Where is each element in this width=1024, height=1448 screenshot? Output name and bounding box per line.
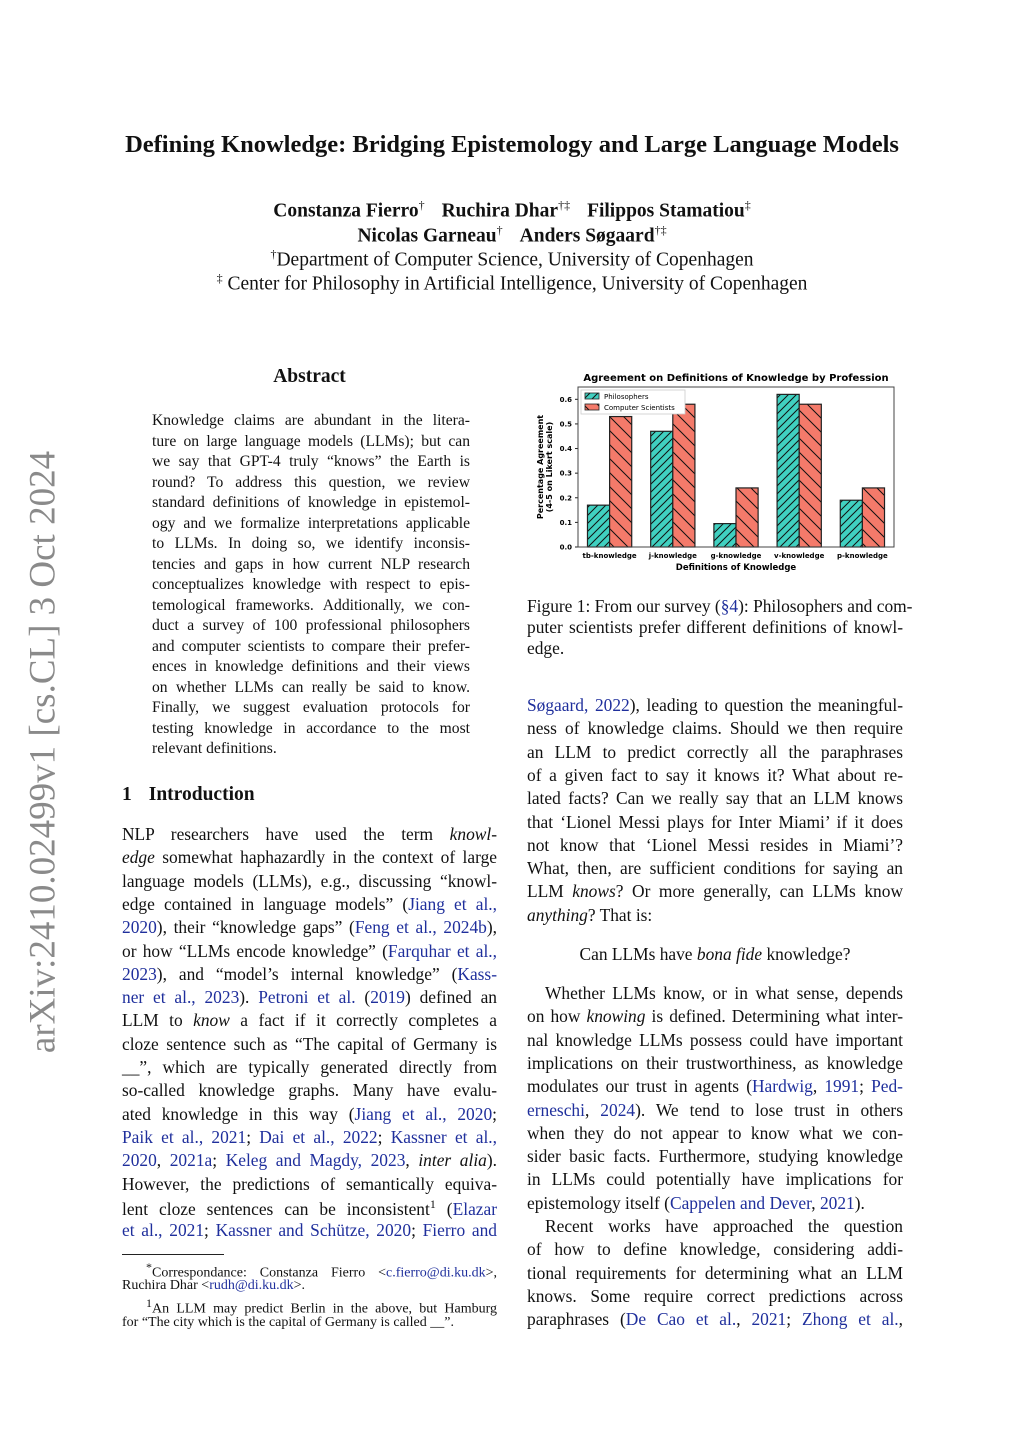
text-span: lated facts? Can we really say that an LLM knows bbox=[527, 788, 903, 809]
citation-link[interactable]: c.fierro@di.ku.dk bbox=[386, 1265, 486, 1281]
text-span: ; bbox=[246, 1126, 260, 1147]
text-line bbox=[152, 699, 470, 717]
text-span: or how “LLMs encode knowledge” ( bbox=[122, 940, 388, 961]
author-name: Nicolas Garneau bbox=[357, 225, 497, 247]
x-tick-label: v-knowledge bbox=[774, 552, 825, 560]
author-name: Ruchira Dhar bbox=[441, 200, 559, 222]
author-affiliation-mark: † bbox=[496, 223, 503, 237]
text-line bbox=[122, 1150, 497, 1171]
text-span: ( bbox=[355, 987, 371, 1008]
text-span: ) defined an bbox=[404, 987, 497, 1008]
text-span: so-called knowledge graphs. Many have evalu- bbox=[122, 1080, 497, 1101]
text-line bbox=[152, 474, 470, 492]
text-span: testing knowledge in accordance to the most bbox=[152, 719, 470, 737]
text-span: of how to define knowledge, considering addi- bbox=[527, 1239, 903, 1260]
text-span: Finally, we suggest evaluation protocols for bbox=[152, 699, 470, 716]
legend-label: Philosophers bbox=[604, 393, 649, 401]
citation-link[interactable]: Petroni et al. bbox=[258, 987, 356, 1008]
text-span: knows. Some require correct predictions across bbox=[527, 1285, 903, 1306]
citation-link[interactable]: Søgaard, 2022 bbox=[527, 695, 630, 715]
bar-computer-scientists-v-knowledge bbox=[799, 404, 821, 547]
arxiv-identifier: arXiv:2410.02499v1 [cs.CL] 3 Oct 2024 bbox=[22, 450, 64, 1054]
text-span: >. bbox=[293, 1278, 306, 1294]
text-span: ; bbox=[786, 1309, 802, 1330]
italic-text: inter alia bbox=[418, 1150, 487, 1171]
citation-link[interactable]: Zhong et al. bbox=[801, 1309, 899, 1330]
author-affiliation-mark: † bbox=[418, 198, 425, 212]
italic-text: anything bbox=[527, 904, 588, 925]
affiliation-1 bbox=[0, 247, 1024, 272]
text-line bbox=[527, 835, 903, 856]
citation-link[interactable]: Ped- bbox=[871, 1076, 903, 1097]
text-span: temological frameworks. Additionally, we con- bbox=[152, 596, 470, 614]
citation-link[interactable]: Fierro and bbox=[422, 1220, 497, 1241]
y-tick-label: 0.4 bbox=[559, 445, 572, 454]
text-line bbox=[545, 983, 903, 1004]
text-span: ( bbox=[435, 1198, 453, 1219]
affiliation-text: Department of Computer Science, University of Copenhagen bbox=[276, 249, 754, 271]
text-span: edge. bbox=[527, 638, 565, 658]
text-span: LLM to bbox=[122, 1010, 194, 1031]
figure-1-bar-chart bbox=[530, 365, 902, 575]
y-axis-label bbox=[536, 415, 554, 519]
text-span: Whether LLMs know, or in what sense, depends bbox=[545, 983, 903, 1003]
text-line bbox=[122, 1057, 497, 1078]
affiliation-2 bbox=[0, 271, 1024, 296]
text-line bbox=[527, 788, 903, 809]
text-span: , bbox=[156, 1150, 170, 1171]
text-line bbox=[152, 556, 470, 574]
text-span: ). bbox=[239, 987, 259, 1008]
citation-link[interactable]: 2021 bbox=[819, 1192, 855, 1213]
citation-link[interactable]: Kassner et al., bbox=[390, 1126, 497, 1147]
text-line bbox=[527, 1123, 903, 1144]
text-line bbox=[545, 1216, 903, 1237]
text-line bbox=[122, 1315, 497, 1331]
text-line bbox=[122, 987, 497, 1008]
text-span: __”, which are typically generated directly from bbox=[122, 1057, 497, 1077]
text-span: An LLM may predict Berlin in the above, but Hamburg bbox=[152, 1302, 497, 1318]
text-span: , bbox=[812, 1076, 825, 1097]
text-line bbox=[122, 964, 497, 985]
text-line bbox=[527, 1100, 903, 1121]
text-line bbox=[527, 1030, 903, 1051]
text-span: ): Philosophers and com- bbox=[738, 596, 913, 616]
text-line bbox=[122, 847, 497, 868]
text-line bbox=[527, 905, 903, 926]
text-line bbox=[122, 1080, 497, 1101]
footnote-mark[interactable]: 1 bbox=[429, 1196, 436, 1211]
text-span: ; bbox=[377, 1126, 391, 1147]
footnote-mark[interactable]: * bbox=[146, 1260, 152, 1274]
citation-link[interactable]: Farquhar et al., bbox=[387, 940, 497, 961]
text-line bbox=[152, 740, 470, 758]
x-tick-label: g-knowledge bbox=[710, 552, 762, 560]
text-span: ; bbox=[411, 1220, 423, 1241]
text-line bbox=[527, 617, 903, 638]
author-list-line-1 bbox=[0, 198, 1024, 223]
text-line bbox=[152, 433, 470, 451]
text-span: ; bbox=[212, 1150, 226, 1171]
x-tick-label: j-knowledge bbox=[648, 552, 697, 560]
text-span: , bbox=[584, 1099, 601, 1120]
text-line bbox=[527, 1193, 903, 1214]
author-list-line-2 bbox=[0, 223, 1024, 248]
y-tick-label: 0.0 bbox=[559, 543, 572, 552]
text-line bbox=[527, 1146, 903, 1167]
author-name: Anders Søgaard bbox=[519, 225, 655, 247]
legend-swatch bbox=[585, 404, 599, 410]
text-span: an LLM to predict correctly all the paraphrases bbox=[527, 741, 903, 762]
bar-computer-scientists-g-knowledge bbox=[736, 488, 758, 547]
footnote-mark[interactable]: 1 bbox=[146, 1296, 152, 1311]
y-axis-label-line: (4-5 on Likert scale) bbox=[545, 421, 554, 513]
text-span: not know that ‘Lionel Messi resides in Miami’? bbox=[527, 834, 903, 855]
text-span: puter scientists prefer different definitions of knowl- bbox=[527, 617, 903, 637]
text-span: , bbox=[736, 1309, 752, 1330]
italic-text: know bbox=[193, 1010, 230, 1031]
text-span: implications on their trustworthiness, as knowledge bbox=[527, 1052, 903, 1073]
text-span: tional requirements for determining what an LLM bbox=[527, 1262, 903, 1283]
text-line bbox=[122, 871, 497, 892]
author-affiliation-mark: †‡ bbox=[558, 198, 571, 212]
italic-text: knows bbox=[572, 881, 616, 902]
author-name: Constanza Fierro bbox=[273, 200, 419, 222]
text-span: ). We tend to lose trust in others bbox=[635, 1099, 903, 1120]
citation-link[interactable]: 2020 bbox=[122, 1150, 157, 1171]
text-span: on how bbox=[527, 1006, 587, 1027]
author-affiliation-mark: ‡ bbox=[744, 198, 751, 212]
citation-link[interactable]: Feng et al., 2024b bbox=[354, 917, 487, 938]
text-span: lent cloze sentences can be inconsistent bbox=[122, 1198, 430, 1219]
text-line bbox=[527, 1263, 903, 1284]
x-axis-label: Definitions of Knowledge bbox=[675, 563, 797, 573]
text-line bbox=[152, 597, 470, 615]
text-line bbox=[527, 596, 913, 617]
bar-philosophers-v-knowledge bbox=[777, 394, 799, 547]
legend-label: Computer Scientists bbox=[604, 404, 675, 412]
text-span: What, then, are sufficient conditions for saying an bbox=[527, 858, 903, 879]
text-line bbox=[527, 944, 903, 965]
y-tick-label: 0.5 bbox=[559, 420, 572, 429]
text-span: Figure 1: From our survey ( bbox=[527, 596, 721, 616]
text-span: Correspondance: Constanza Fierro < bbox=[152, 1265, 386, 1281]
citation-link[interactable]: Elazar bbox=[452, 1198, 498, 1219]
citation-link[interactable]: Jiang et al., 2020 bbox=[354, 1103, 493, 1124]
paper-title: Defining Knowledge: Bridging Epistemology and Large Language Models bbox=[125, 131, 899, 158]
text-span: and computer scientists to compare their prefer- bbox=[152, 637, 470, 655]
text-line bbox=[152, 515, 470, 533]
text-span: to LLMs. In doing so, we identify inconsis- bbox=[152, 535, 470, 552]
affiliation-mark: † bbox=[270, 247, 277, 261]
citation-link[interactable]: ner et al., 2023 bbox=[122, 987, 240, 1008]
italic-text: knowing bbox=[586, 1006, 646, 1027]
text-span: somewhat haphazardly in the context of large bbox=[154, 847, 497, 868]
section-number: 1 bbox=[122, 784, 132, 805]
text-span: ? That is: bbox=[587, 904, 653, 925]
text-span: Can LLMs have bbox=[579, 944, 697, 964]
text-line bbox=[122, 1104, 497, 1125]
text-span: that ‘Lionel Messi plays for Inter Miami’ if it does bbox=[527, 811, 903, 832]
text-line bbox=[122, 1174, 497, 1195]
citation-link[interactable]: Keleg and Magdy, 2023 bbox=[225, 1150, 406, 1171]
citation-link[interactable]: Paik et al., 2021 bbox=[122, 1126, 247, 1147]
text-span: for “The city which is the capital of Germany is called __”. bbox=[122, 1314, 454, 1330]
text-line bbox=[152, 658, 470, 676]
text-line bbox=[527, 812, 903, 833]
affiliation-text: Center for Philosophy in Artificial Intelligence, University of Copenhagen bbox=[222, 273, 808, 295]
text-span: ated knowledge in this way ( bbox=[122, 1103, 355, 1124]
citation-link[interactable]: et al., 2021 bbox=[122, 1220, 205, 1241]
y-tick-label: 0.2 bbox=[559, 494, 572, 503]
text-line bbox=[152, 638, 470, 656]
italic-text: knowl- bbox=[449, 824, 497, 844]
text-line bbox=[122, 894, 497, 915]
text-span: relevant definitions. bbox=[152, 740, 277, 757]
text-span: when they do not appear to know what we con- bbox=[527, 1122, 903, 1143]
text-span: nal knowledge LLMs possess could have important bbox=[527, 1029, 903, 1050]
text-line bbox=[527, 638, 903, 659]
citation-link[interactable]: Jiang et al., bbox=[408, 893, 497, 914]
text-span: ), their “knowledge gaps” ( bbox=[156, 917, 355, 938]
y-tick-label: 0.3 bbox=[559, 469, 572, 478]
text-line bbox=[527, 695, 903, 716]
text-line bbox=[527, 765, 903, 786]
text-line bbox=[122, 941, 497, 962]
text-span: , bbox=[898, 1309, 903, 1330]
text-line bbox=[527, 718, 903, 739]
citation-link[interactable]: rudh@di.ku.dk bbox=[209, 1278, 294, 1294]
text-line bbox=[152, 617, 470, 635]
text-line bbox=[122, 917, 497, 938]
text-line bbox=[152, 535, 470, 553]
bar-computer-scientists-p-knowledge bbox=[862, 488, 884, 547]
text-span: language models (LLMs), e.g., discussing “knowl- bbox=[122, 870, 497, 891]
text-line bbox=[527, 1169, 903, 1190]
abstract-heading: Abstract bbox=[273, 366, 346, 387]
author-name: Filippos Stamatiou bbox=[587, 200, 745, 222]
text-span: ogy and we formalize interpretations applicable bbox=[152, 514, 470, 532]
text-line bbox=[527, 1309, 903, 1330]
text-line bbox=[122, 1127, 497, 1148]
citation-link[interactable]: §4 bbox=[720, 596, 739, 616]
text-span: Ruchira Dhar < bbox=[122, 1278, 210, 1294]
text-span: knowledge? bbox=[762, 944, 851, 964]
text-span: However, the predictions of semantically equiva- bbox=[122, 1173, 497, 1194]
text-span: modulates our trust in agents ( bbox=[527, 1076, 752, 1097]
text-span: is defined. Determining what inter- bbox=[645, 1006, 903, 1027]
text-span: >, bbox=[485, 1265, 497, 1281]
legend-swatch bbox=[585, 393, 599, 399]
text-span: ; bbox=[204, 1220, 216, 1241]
x-tick-label: tb-knowledge bbox=[582, 552, 637, 560]
text-line bbox=[122, 1278, 497, 1294]
citation-link[interactable]: Kassner and Schütze, 2020 bbox=[215, 1220, 412, 1241]
text-line bbox=[527, 1006, 903, 1027]
text-line bbox=[152, 720, 470, 738]
text-span: ), and “model’s internal knowledge” ( bbox=[156, 963, 458, 984]
text-span: ture on large language models (LLMs); but can bbox=[152, 432, 470, 450]
text-line bbox=[122, 1010, 497, 1031]
bar-computer-scientists-tb-knowledge bbox=[610, 417, 632, 547]
text-span: duct a survey of 100 professional philosophers bbox=[152, 617, 470, 634]
text-line bbox=[152, 576, 470, 594]
text-line bbox=[122, 1220, 497, 1241]
y-tick-label: 0.6 bbox=[559, 395, 572, 404]
text-span: on whether LLMs can really be said to know. bbox=[152, 678, 470, 696]
text-line bbox=[122, 1197, 497, 1220]
citation-link[interactable]: De Cao et al. bbox=[625, 1309, 737, 1330]
text-line bbox=[152, 453, 470, 471]
text-span: paraphrases ( bbox=[527, 1309, 626, 1330]
text-span: epistemology itself ( bbox=[527, 1192, 670, 1213]
text-span: round? To address this question, we review bbox=[152, 473, 470, 491]
text-span: tencies and gaps in how current NLP research bbox=[152, 555, 470, 573]
text-line bbox=[152, 412, 470, 430]
bar-philosophers-j-knowledge bbox=[651, 431, 673, 547]
text-line bbox=[527, 858, 903, 879]
citation-link[interactable]: 2023 bbox=[122, 963, 157, 984]
citation-link[interactable]: Kass- bbox=[457, 963, 497, 984]
text-span: ), bbox=[486, 917, 497, 938]
text-span: ). bbox=[854, 1192, 865, 1213]
bar-computer-scientists-j-knowledge bbox=[673, 404, 695, 547]
text-span: a fact if it correctly completes a bbox=[229, 1010, 497, 1031]
citation-link[interactable]: Dai et al., 2022 bbox=[259, 1126, 378, 1147]
text-line bbox=[527, 1053, 903, 1074]
bar-philosophers-g-knowledge bbox=[714, 524, 736, 547]
text-span: , bbox=[405, 1150, 419, 1171]
text-span: Recent works have approached the question bbox=[545, 1216, 903, 1236]
text-span: ). bbox=[486, 1150, 497, 1171]
y-axis-label-line: Percentage Agreement bbox=[536, 414, 545, 520]
text-span: ; bbox=[492, 1103, 497, 1124]
citation-link[interactable]: Hardwig bbox=[752, 1076, 813, 1097]
text-span: NLP researchers have used the term bbox=[122, 824, 450, 844]
text-line bbox=[122, 824, 497, 845]
text-line bbox=[527, 1076, 903, 1097]
text-line bbox=[527, 881, 903, 902]
affiliation-mark: ‡ bbox=[216, 271, 223, 285]
citation-link[interactable]: 2021a bbox=[169, 1150, 213, 1171]
text-line bbox=[152, 494, 470, 512]
text-span: ; bbox=[859, 1076, 872, 1097]
citation-link[interactable]: 2024 bbox=[600, 1099, 636, 1120]
text-span: ? Or more generally, can LLMs know bbox=[615, 881, 903, 902]
text-span: ), leading to question the meaningful- bbox=[629, 695, 903, 715]
text-span: LLM bbox=[527, 881, 573, 902]
citation-link[interactable]: erneschi bbox=[527, 1099, 585, 1120]
citation-link[interactable]: 2021 bbox=[751, 1309, 787, 1330]
text-span: we say that GPT-4 truly “knows” the Earth is bbox=[152, 453, 470, 470]
text-line bbox=[122, 1034, 497, 1055]
section-heading-introduction bbox=[122, 784, 255, 806]
text-span: ness of knowledge claims. Should we then require bbox=[527, 718, 903, 739]
text-span: ences in knowledge definitions and their views bbox=[152, 658, 470, 675]
citation-link[interactable]: 2019 bbox=[370, 987, 405, 1008]
text-line bbox=[527, 1286, 903, 1307]
citation-link[interactable]: 2020 bbox=[122, 917, 157, 938]
text-span: of a given fact to say it knows it? What about re- bbox=[527, 764, 903, 785]
text-span: cloze sentence such as “The capital of Germany is bbox=[122, 1033, 497, 1054]
text-line bbox=[527, 1239, 903, 1260]
italic-text: edge bbox=[122, 847, 155, 868]
x-tick-label: p-knowledge bbox=[837, 552, 888, 560]
text-line bbox=[152, 679, 470, 697]
text-span: , bbox=[811, 1192, 820, 1213]
bar-philosophers-tb-knowledge bbox=[587, 505, 609, 547]
italic-text: bona fide bbox=[696, 944, 763, 964]
y-tick-label: 0.1 bbox=[559, 518, 572, 527]
bar-philosophers-p-knowledge bbox=[840, 500, 862, 547]
text-line bbox=[527, 742, 903, 763]
author-affiliation-mark: †‡ bbox=[654, 223, 667, 237]
citation-link[interactable]: 1991 bbox=[824, 1076, 860, 1097]
section-title: Introduction bbox=[148, 784, 255, 805]
citation-link[interactable]: Cappelen and Dever bbox=[669, 1192, 812, 1213]
text-span: conceptualizes knowledge with respect to epis- bbox=[152, 576, 470, 593]
text-span: in LLMs could potentially have implications for bbox=[527, 1169, 903, 1190]
text-span: edge contained in language models” ( bbox=[122, 893, 409, 914]
text-span: sider basic facts. Furthermore, studying knowledge bbox=[527, 1146, 903, 1167]
text-span: standard definitions of knowledge in epistemol- bbox=[152, 494, 470, 511]
chart-title: Agreement on Definitions of Knowledge by Profession bbox=[583, 373, 889, 384]
footnote-rule bbox=[122, 1254, 224, 1255]
text-span: Knowledge claims are abundant in the litera- bbox=[152, 412, 470, 429]
